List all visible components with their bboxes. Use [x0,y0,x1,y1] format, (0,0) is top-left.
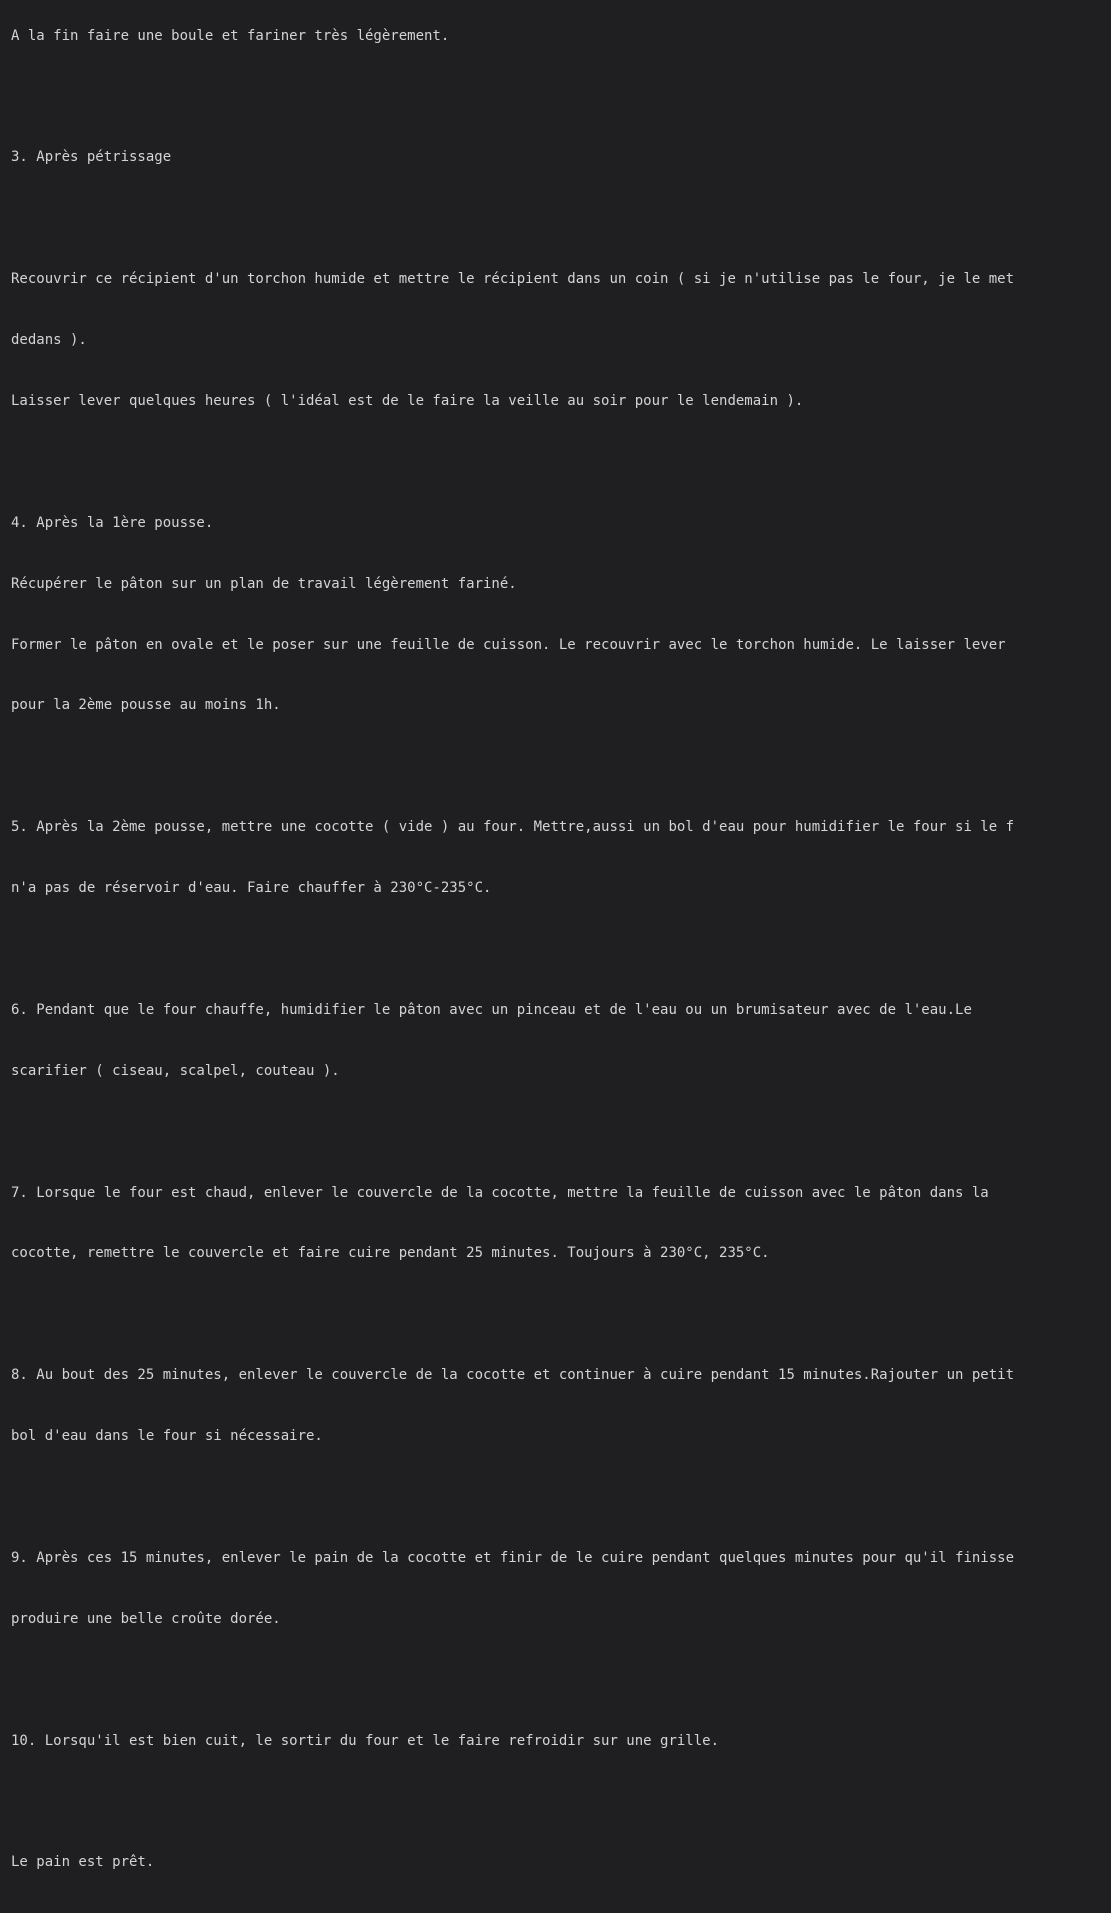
step-text: 5. Après la 2ème pousse, mettre une cocotte ( vide ) au four. Mettre,aussi un bol d'eau pour humidifier le four si le f [11,819,1015,836]
text-line: Former le pâton en ovale et le poser sur une feuille de cuisson. Le recouvrir avec le torchon humide. Le laisser lever [11,636,1006,653]
step-text: 8. Au bout des 25 minutes, enlever le couvercle de la cocotte et continuer à cuire pendant 15 minutes.Rajouter un petit [11,1367,1015,1384]
step-text: 10. Lorsqu'il est bien cuit, le sortir du four et le faire refroidir sur une grille. [11,1732,720,1749]
blank-line [11,756,1111,776]
text-line: pour la 2ème pousse au moins 1h. [11,697,281,714]
text-line: A la fin faire une boule et fariner très légèrement. [11,27,450,44]
text-line: Récupérer le pâton sur un plan de travail légèrement fariné. [11,575,517,592]
recipe-text [11,0,1111,1913]
blank-line [11,86,1111,106]
step-text: 9. Après ces 15 minutes, enlever le pain de la cocotte et finir de le cuire pendant quelques minutes pour qu'il finisse [11,1549,1015,1566]
text-line: scarifier ( ciseau, scalpel, couteau ). [11,1062,340,1079]
text-line: bol d'eau dans le four si nécessaire. [11,1428,323,1445]
blank-line [11,939,1111,959]
blank-line [11,1122,1111,1142]
blank-line [11,208,1111,228]
text-line: Laisser lever quelques heures ( l'idéal est de le faire la veille au soir pour le lendemain ). [11,392,804,409]
blank-line [11,1670,1111,1690]
text-line: cocotte, remettre le couvercle et faire cuire pendant 25 minutes. Toujours à 230°C, 235°C. [11,1245,770,1262]
step-text: 7. Lorsque le four est chaud, enlever le couvercle de la cocotte, mettre la feuille de cuisson avec le pâton dans la [11,1184,989,1201]
text-line: n'a pas de réservoir d'eau. Faire chauffer à 230°C-235°C. [11,880,492,897]
closing-text: Le pain est prêt. [11,1854,155,1871]
step-heading: 4. Après la 1ère pousse. [11,514,214,531]
blank-line [11,1791,1111,1811]
text-line: dedans ). [11,332,87,349]
blank-line [11,1304,1111,1324]
blank-line [11,1487,1111,1507]
text-line: produire une belle croûte dorée. [11,1610,281,1627]
blank-line [11,452,1111,472]
step-text: 6. Pendant que le four chauffe, humidifier le pâton avec un pinceau et de l'eau ou un brumisateur avec de l'eau.Le [11,1001,972,1018]
text-line: Recouvrir ce récipient d'un torchon humide et mettre le récipient dans un coin ( si je n'utilise pas le four, je le met [11,271,1015,288]
step-heading: 3. Après pétrissage [11,149,172,166]
